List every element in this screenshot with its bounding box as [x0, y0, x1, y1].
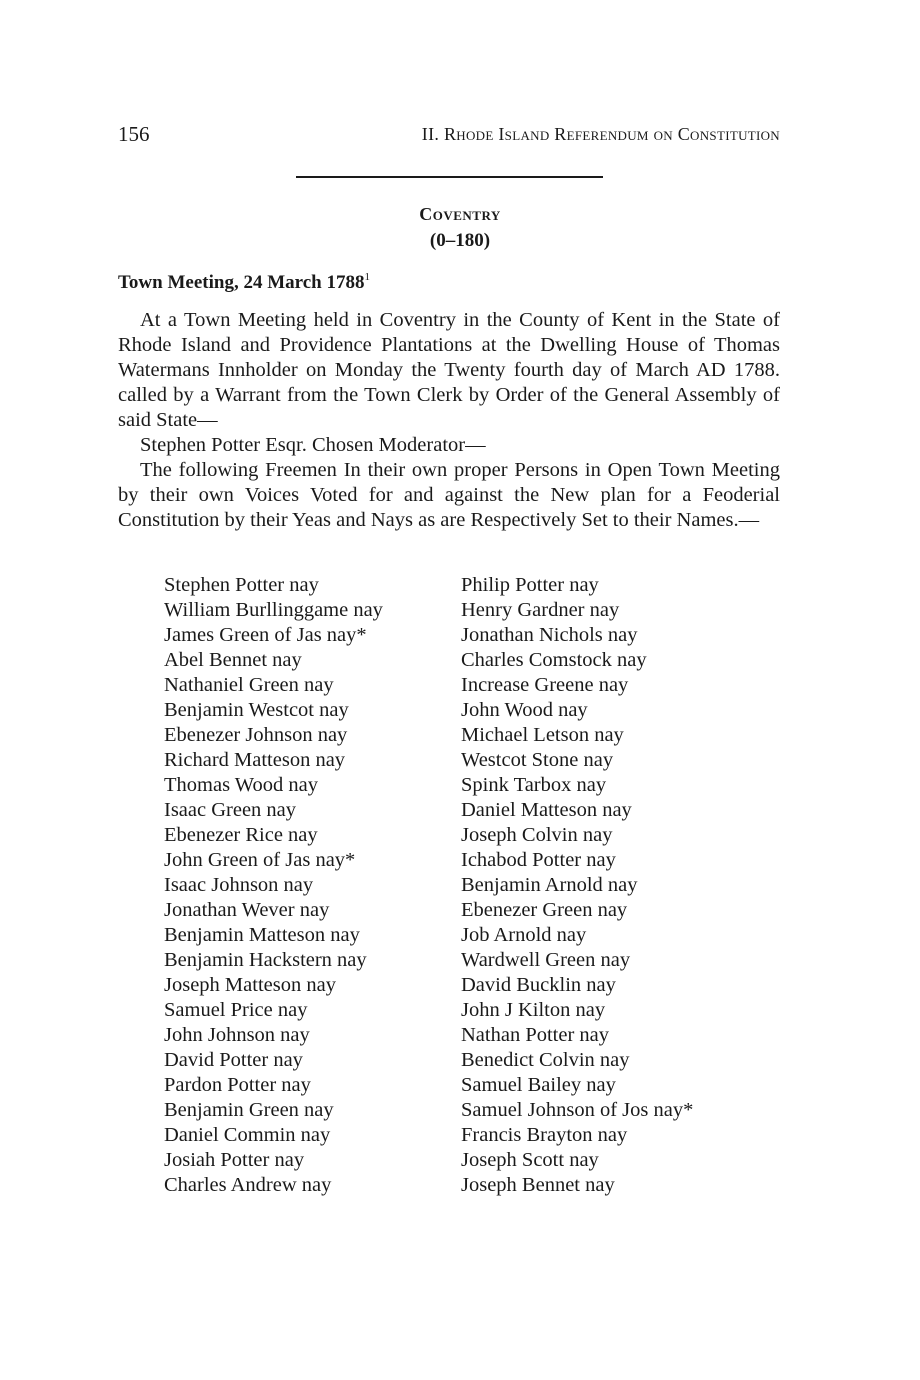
list-item: Ebenezer Green nay [461, 899, 628, 921]
list-item: Wardwell Green nay [461, 949, 631, 971]
list-item: Nathaniel Green nay [164, 674, 334, 696]
vote-tally: (0–180) [429, 230, 491, 251]
section-rule [296, 176, 603, 178]
list-item: Daniel Commin nay [164, 1124, 331, 1146]
list-item: Samuel Bailey nay [461, 1074, 616, 1096]
page-number: 156 [118, 122, 150, 146]
list-item: Joseph Bennet nay [461, 1174, 615, 1196]
list-item: Charles Andrew nay [164, 1174, 332, 1196]
list-item: Josiah Potter nay [164, 1149, 305, 1171]
list-item: Abel Bennet nay [164, 649, 302, 671]
list-item: Joseph Scott nay [461, 1149, 599, 1171]
section-heading [118, 271, 370, 294]
paragraph: The following Freemen In their own proper Persons in Open Town Meeting by their own Voices Voted for and against the New plan for a Feoderial Constitution by their Yeas and Nays as are Respectively Set to their Names.— [118, 459, 780, 531]
list-item: Job Arnold nay [461, 924, 587, 946]
list-item: Increase Greene nay [461, 674, 629, 696]
list-item: Jonathan Nichols nay [461, 624, 638, 646]
list-item: John Wood nay [461, 699, 588, 721]
paragraph: Stephen Potter Esqr. Chosen Moderator— [140, 434, 486, 456]
list-item: Francis Brayton nay [461, 1124, 628, 1146]
list-item: Isaac Johnson nay [164, 874, 314, 896]
list-item: John J Kilton nay [461, 999, 606, 1021]
paragraph: At a Town Meeting held in Coventry in the County of Kent in the State of Rhode Island and Providence Plantations at the Dwelling House of Thomas Watermans Innholder on Monday the Twenty fourth day of March AD 1788. called by a Warrant from the Town Clerk by Order of the General Assembly of said State— [118, 309, 780, 431]
list-item: William Burllinggame nay [164, 599, 383, 621]
body-text [118, 308, 780, 533]
list-item: Ebenezer Rice nay [164, 824, 318, 846]
list-item: Richard Matteson nay [164, 749, 346, 771]
section-heading-text: Town Meeting, 24 March 1788 [118, 272, 365, 293]
list-item: Samuel Johnson of Jos nay* [461, 1099, 694, 1121]
list-item: Philip Potter nay [461, 574, 599, 596]
list-item: Isaac Green nay [164, 799, 297, 821]
list-item: Westcot Stone nay [461, 749, 614, 771]
list-item: John Green of Jas nay* [164, 849, 356, 871]
list-item: Joseph Colvin nay [461, 824, 613, 846]
vote-list-left-column [164, 573, 383, 1198]
list-item: Michael Letson nay [461, 724, 624, 746]
list-item: James Green of Jas nay* [164, 624, 367, 646]
list-item: Daniel Matteson nay [461, 799, 632, 821]
running-title: II. Rhode Island Referendum on Constitution [421, 124, 780, 144]
list-item: Benjamin Westcot nay [164, 699, 349, 721]
list-item: Joseph Matteson nay [164, 974, 336, 996]
list-item: Thomas Wood nay [164, 774, 318, 796]
list-item: Benjamin Arnold nay [461, 874, 638, 896]
list-item: Stephen Potter nay [164, 574, 319, 596]
list-item: Ichabod Potter nay [461, 849, 616, 871]
list-item: Spink Tarbox nay [461, 774, 607, 796]
list-item: David Bucklin nay [461, 974, 616, 996]
list-item: Benedict Colvin nay [461, 1049, 630, 1071]
list-item: Ebenezer Johnson nay [164, 724, 348, 746]
footnote-ref[interactable]: 1 [364, 271, 370, 283]
list-item: Pardon Potter nay [164, 1074, 311, 1096]
list-item: John Johnson nay [164, 1024, 310, 1046]
list-item: Benjamin Green nay [164, 1099, 334, 1121]
list-item: Benjamin Matteson nay [164, 924, 360, 946]
list-item: Charles Comstock nay [461, 649, 647, 671]
list-item: Benjamin Hackstern nay [164, 949, 367, 971]
list-item: Jonathan Wever nay [164, 899, 330, 921]
list-item: Henry Gardner nay [461, 599, 620, 621]
town-name: Coventry [419, 204, 501, 224]
running-head [118, 122, 780, 152]
vote-list-right-column [461, 573, 693, 1198]
list-item: Samuel Price nay [164, 999, 308, 1021]
list-item: Nathan Potter nay [461, 1024, 610, 1046]
list-item: David Potter nay [164, 1049, 303, 1071]
